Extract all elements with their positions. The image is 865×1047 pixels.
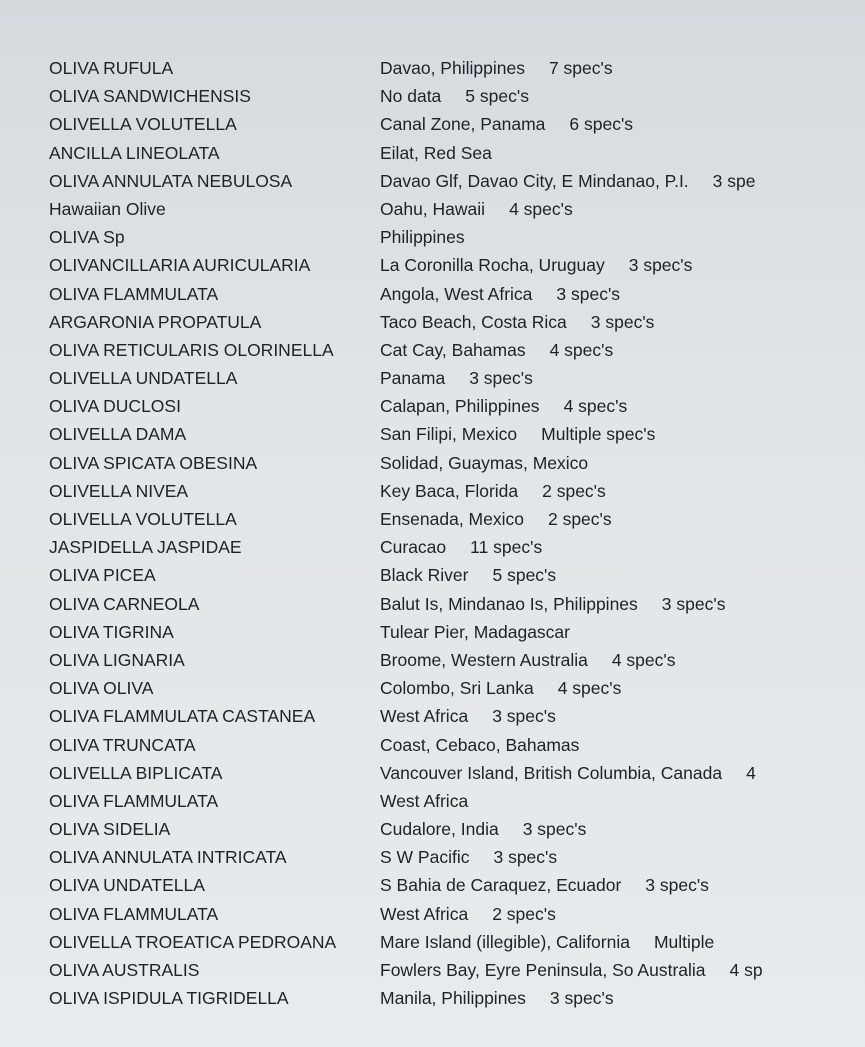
locality-label: Curacao — [380, 537, 447, 558]
specimen-count: 3 spe — [712, 170, 756, 191]
locality-label: Eilat, Red Sea — [380, 142, 492, 163]
species-name: OLIVA FLAMMULATA — [49, 283, 219, 304]
species-name: OLIVA FLAMMULATA — [49, 903, 219, 924]
locality-label: Mare Island (illegible), California — [380, 931, 630, 952]
specimen-count: 3 spec's — [492, 706, 556, 727]
locality-label: No data — [380, 86, 442, 107]
specimen-count: 7 spec's — [548, 58, 613, 78]
species-name: OLIVA RUFULA — [49, 58, 174, 78]
locality-label: Oahu, Hawaii — [380, 198, 486, 219]
locality-text — [380, 392, 627, 420]
list-item — [0, 308, 865, 336]
list-item — [0, 815, 865, 843]
locality-label: Fowlers Bay, Eyre Peninsula, So Australia — [380, 960, 706, 980]
list-item — [0, 223, 865, 251]
locality-text — [380, 702, 556, 730]
locality-text — [380, 167, 755, 195]
locality-label: Broome, Western Australia — [380, 649, 588, 670]
locality-label: S W Pacific — [380, 847, 470, 868]
locality-label: Philippines — [380, 227, 465, 248]
locality-text — [380, 984, 614, 1012]
species-name: OLIVANCILLARIA AURICULARIA — [49, 255, 311, 276]
specimen-count: 3 spec's — [469, 368, 533, 389]
locality-text — [380, 787, 492, 815]
list-item — [0, 167, 865, 195]
list-item — [0, 843, 865, 871]
list-item — [0, 477, 865, 505]
specimen-count: 2 spec's — [547, 509, 612, 529]
species-name: OLIVA LIGNARIA — [49, 649, 185, 670]
species-name: ANCILLA LINEOLATA — [49, 142, 220, 163]
locality-label: Taco Beach, Costa Rica — [380, 311, 567, 332]
list-item — [0, 590, 865, 618]
locality-label: Vancouver Island, British Columbia, Canada — [380, 762, 723, 783]
list-item — [0, 364, 865, 392]
specimen-count: 4 sp — [729, 960, 763, 980]
locality-text — [380, 590, 725, 618]
list-item — [0, 646, 865, 674]
list-item — [0, 787, 865, 815]
locality-label: San Filipi, Mexico — [380, 424, 518, 445]
list-item — [0, 110, 865, 138]
specimen-count: 3 spec's — [590, 311, 655, 332]
locality-text — [380, 336, 613, 364]
locality-label: S Bahia de Caraquez, Ecuador — [380, 875, 622, 896]
species-name: OLIVA ANNULATA NEBULOSA — [49, 170, 293, 191]
list-item — [0, 702, 865, 730]
locality-text — [380, 308, 654, 336]
list-item — [0, 731, 865, 759]
species-name: JASPIDELLA JASPIDAE — [49, 537, 242, 558]
list-item — [0, 139, 865, 167]
locality-text — [380, 618, 594, 646]
locality-text — [380, 139, 516, 167]
list-item — [0, 984, 865, 1012]
locality-text — [380, 871, 709, 899]
species-name: OLIVA RETICULARIS OLORINELLA — [49, 339, 334, 360]
list-item — [0, 82, 865, 110]
locality-text — [380, 505, 612, 533]
species-name: OLIVA ANNULATA INTRICATA — [49, 847, 287, 868]
list-item — [0, 928, 865, 956]
locality-text — [380, 449, 612, 477]
locality-text — [380, 54, 613, 82]
list-item — [0, 420, 865, 448]
locality-label: Black River — [380, 565, 469, 586]
specimen-count: 2 spec's — [542, 480, 606, 501]
specimen-list — [0, 54, 865, 1012]
species-name: OLIVELLA TROEATICA PEDROANA — [49, 931, 337, 952]
specimen-count: 3 spec's — [522, 819, 587, 840]
species-name: OLIVELLA NIVEA — [49, 480, 189, 501]
locality-label: Colombo, Sri Lanka — [380, 678, 534, 699]
species-name: OLIVA CARNEOLA — [49, 593, 200, 614]
locality-label: Solidad, Guaymas, Mexico — [380, 452, 589, 473]
locality-text — [380, 420, 655, 448]
specimen-count: 4 spec's — [563, 396, 628, 417]
species-name: OLIVELLA DAMA — [49, 424, 187, 445]
species-name: OLIVELLA VOLUTELLA — [49, 114, 237, 135]
list-item — [0, 54, 865, 82]
species-name: OLIVA OLIVA — [49, 678, 154, 699]
locality-text — [380, 843, 557, 871]
specimen-count: 4 spec's — [611, 649, 676, 670]
locality-text — [380, 928, 714, 956]
locality-text — [380, 223, 489, 251]
locality-text — [380, 280, 620, 308]
specimen-count: 4 spec's — [549, 339, 614, 360]
locality-text — [380, 674, 621, 702]
specimen-count: 4 spec's — [509, 198, 573, 219]
locality-label: Angola, West Africa — [380, 283, 533, 304]
species-name: OLIVA FLAMMULATA CASTANEA — [49, 706, 316, 727]
list-item — [0, 674, 865, 702]
specimen-count: 3 spec's — [628, 255, 693, 276]
list-item — [0, 618, 865, 646]
locality-text — [380, 82, 529, 110]
list-item — [0, 505, 865, 533]
species-name: OLIVA PICEA — [49, 565, 156, 586]
specimen-count: 5 spec's — [465, 86, 529, 107]
locality-label: Balut Is, Mindanao Is, Philippines — [380, 593, 638, 614]
locality-label: Calapan, Philippines — [380, 396, 540, 417]
species-name: Hawaiian Olive — [49, 198, 166, 219]
specimen-count: 3 spec's — [493, 847, 558, 868]
species-name: OLIVA Sp — [49, 227, 125, 248]
locality-text — [380, 364, 533, 392]
species-name: OLIVELLA VOLUTELLA — [49, 509, 237, 529]
specimen-count: 3 spec's — [556, 283, 621, 304]
list-item — [0, 251, 865, 279]
species-name: OLIVA SANDWICHENSIS — [49, 86, 251, 107]
specimen-count: 3 spec's — [645, 875, 709, 896]
locality-text — [380, 646, 675, 674]
list-item — [0, 871, 865, 899]
locality-label: Coast, Cebaco, Bahamas — [380, 734, 580, 755]
locality-text — [380, 759, 756, 787]
list-item — [0, 759, 865, 787]
specimen-count: 4 spec's — [557, 678, 622, 699]
list-item — [0, 195, 865, 223]
species-name: OLIVA FLAMMULATA — [49, 790, 219, 811]
locality-label: Tulear Pier, Madagascar — [380, 621, 570, 642]
list-item — [0, 900, 865, 928]
species-name: OLIVELLA UNDATELLA — [49, 368, 238, 389]
locality-text — [380, 533, 542, 561]
specimen-count: 5 spec's — [492, 565, 557, 586]
locality-label: Canal Zone, Panama — [380, 114, 546, 135]
species-name: OLIVA TIGRINA — [49, 621, 174, 642]
locality-label: Cudalore, India — [380, 819, 499, 840]
locality-label: West Africa — [380, 790, 469, 811]
species-name: ARGARONIA PROPATULA — [49, 311, 262, 332]
locality-label: Cat Cay, Bahamas — [380, 339, 526, 360]
locality-text — [380, 561, 556, 589]
list-item — [0, 533, 865, 561]
specimen-count: Multiple spec's — [541, 424, 656, 445]
specimen-count: 4 — [746, 762, 756, 783]
locality-label: West Africa — [380, 706, 469, 727]
locality-label: West Africa — [380, 903, 469, 924]
specimen-count: 6 spec's — [569, 114, 634, 135]
list-item — [0, 956, 865, 984]
species-name: OLIVA ISPIDULA TIGRIDELLA — [49, 988, 289, 1009]
list-item — [0, 561, 865, 589]
species-name: OLIVELLA BIPLICATA — [49, 762, 223, 783]
locality-label: Key Baca, Florida — [380, 480, 519, 501]
locality-text — [380, 477, 606, 505]
locality-label: La Coronilla Rocha, Uruguay — [380, 255, 605, 276]
locality-text — [380, 251, 692, 279]
locality-label: Davao Glf, Davao City, E Mindanao, P.I. — [380, 170, 689, 191]
locality-text — [380, 815, 586, 843]
specimen-count: Multiple — [653, 931, 715, 952]
species-name: OLIVA UNDATELLA — [49, 875, 205, 896]
locality-label: Manila, Philippines — [380, 988, 526, 1009]
species-name: OLIVA TRUNCATA — [49, 734, 196, 755]
species-name: OLIVA SIDELIA — [49, 819, 171, 840]
specimen-count: 11 spec's — [470, 537, 543, 558]
specimen-count: 2 spec's — [492, 903, 556, 924]
locality-label: Panama — [380, 368, 446, 389]
list-item — [0, 449, 865, 477]
locality-text — [380, 110, 633, 138]
species-name: OLIVA SPICATA OBESINA — [49, 452, 258, 473]
locality-text — [380, 900, 556, 928]
species-name: OLIVA AUSTRALIS — [49, 960, 200, 980]
locality-text — [380, 956, 763, 984]
list-item — [0, 336, 865, 364]
specimen-count: 3 spec's — [661, 593, 726, 614]
list-item — [0, 392, 865, 420]
list-item — [0, 280, 865, 308]
specimen-count: 3 spec's — [549, 988, 614, 1009]
species-name: OLIVA DUCLOSI — [49, 396, 181, 417]
locality-text — [380, 731, 603, 759]
locality-label: Davao, Philippines — [380, 58, 525, 78]
locality-label: Ensenada, Mexico — [380, 509, 524, 529]
locality-text — [380, 195, 573, 223]
